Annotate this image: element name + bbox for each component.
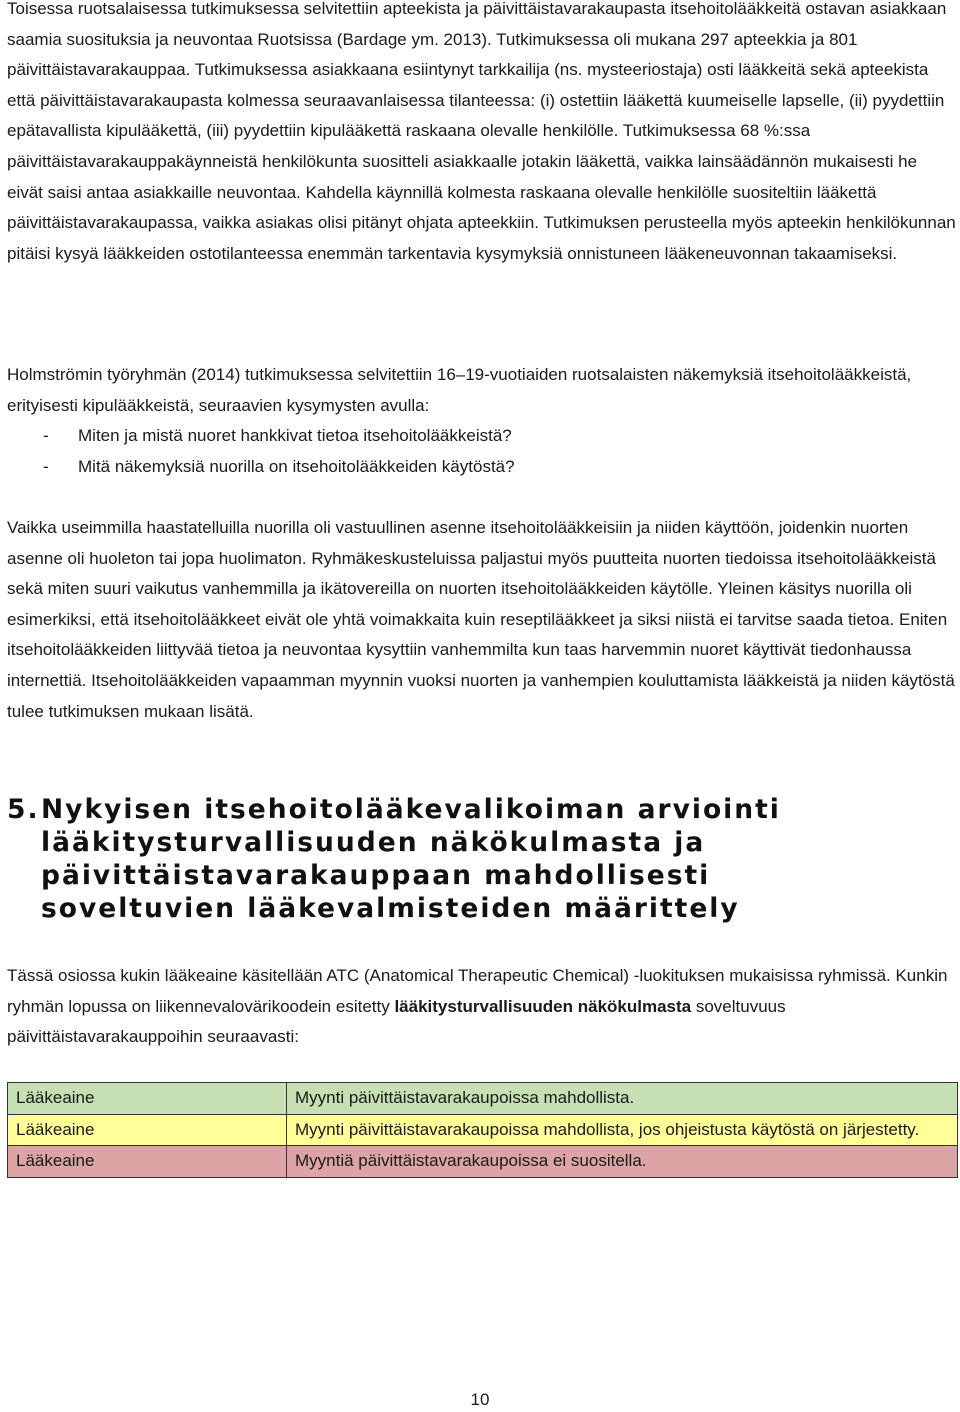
intro-text-start: Tässä osiossa kukin lääkeaine käsitellään ATC (Anatomical Therapeutic Chemical) -luokituksen mukaisissa ryhmissä. Kunkin ryhmän lopussa on liikennevalovärikoodein esitetty	[7, 966, 948, 1016]
table-cell-label: Lääkeaine	[8, 1146, 287, 1178]
page-number: 10	[470, 1390, 490, 1409]
table-row-yellow	[8, 1114, 958, 1146]
list-item	[7, 421, 947, 452]
paragraph-section-intro	[7, 961, 957, 1053]
paragraph-holmstrom-study: Holmströmin työryhmän (2014) tutkimuksessa selvitettiin 16–19-vuotiaiden ruotsalaisten näkemyksiä itsehoitolääkkeistä, erityisesti kipulääkkeistä, seuraavien kysymysten avulla:	[7, 365, 912, 415]
table-cell-description: Myynti päivittäistavarakaupoissa mahdollista, jos ohjeistusta käytöstä on järjestetty.	[287, 1114, 958, 1146]
list-item-text: Miten ja mistä nuoret hankkivat tietoa itsehoitolääkkeistä?	[78, 426, 512, 445]
list-item	[7, 452, 947, 483]
list-item-text: Mitä näkemyksiä nuorilla on itsehoitolääkkeiden käytöstä?	[78, 456, 515, 476]
table-cell-label: Lääkeaine	[8, 1083, 287, 1115]
traffic-light-legend-table	[7, 1082, 958, 1178]
paragraph-findings: Vaikka useimmilla haastatelluilla nuorilla oli vastuullinen asenne itsehoitolääkkeisiin ja niiden käyttöön, joidenkin nuorten asenne oli huoleton tai jopa huolimaton. Ryhmäkeskusteluissa paljastui myös puutteita nuorten tiedoissa itsehoitolääkkeistä sekä miten suuri vaikutus vanhemmilla ja ikätovereilla on nuorten itsehoitolääkkeiden käytölle. Yleinen käsitys nuorilla oli esimerkiksi, että itsehoitolääkkeet eivät ole yhtä voimakkaita kuin reseptilääkkeet ja siksi niistä ei tarvitse saada tietoa. Eniten itsehoitolääkkeiden liittyvää tietoa ja neuvontaa kysyttiin vanhemmilta kun taas harvemmin nuoret käyttivät tiedonhaussa internettiä. Itsehoitolääkkeiden vapaamman myynnin vuoksi nuorten ja vanhempien kouluttamista lääkkeistä ja niiden käytöstä tulee tutkimuksen mukaan lisätä.	[7, 518, 955, 721]
paragraph-bardage-study: Toisessa ruotsalaisessa tutkimuksessa selvitettiin apteekista ja päivittäistavarakaupasta itsehoitolääkkeitä ostavan asiakkaan saamia suosituksia ja neuvontaa Ruotsissa (Bardage ym. 2013). Tutkimuksessa oli mukana 297 apteekkia ja 801 päivittäistavarakauppaa. Tutkimuksessa asiakkaana esiintynyt tarkkailija (ns. mysteeriostaja) osti lääkkeitä sekä apteekista että päivittäistavarakaupasta kolmessa seuraavanlaisessa tilanteessa: (i) ostettiin lääkettä kuumeiselle lapselle, (ii) pyydettiin epätavallista kipulääkettä, (iii) pyydettiin kipulääkettä raskaana olevalle henkilölle. Tutkimuksessa 68 %:ssa päivittäistavarakauppakäynneistä henkilökunta suositteli asiakkaalle jotakin lääkettä, vaikka lainsäädännön mukaisesti he eivät saisi antaa asiakkaille neuvontaa. Kahdella käynnillä kolmesta raskaana olevalle henkilölle suositeltiin lääkettä päivittäistavarakaupassa, vaikka asiakas olisi pitänyt ohjata apteekkiin. Tutkimuksen perusteella myös apteekin henkilökunnan pitäisi kysyä lääkkeiden ostotilanteessa enemmän tarkentavia kysymyksiä onnistuneen lääkeneuvonnan takaamiseksi.	[7, 0, 956, 263]
section-heading	[7, 793, 907, 925]
table-cell-description: Myyntiä päivittäistavarakaupoissa ei suositella.	[287, 1146, 958, 1178]
table-cell-description: Myynti päivittäistavarakaupoissa mahdollista.	[287, 1083, 958, 1115]
intro-text-end: soveltuvuus päivittäistavarakauppoihin seuraavasti:	[7, 996, 786, 1047]
table-row-red	[8, 1146, 958, 1178]
bullet-dash: -	[43, 456, 49, 476]
intro-text-bold: lääkitysturvallisuuden näkökulmasta	[394, 996, 692, 1016]
table-row-green	[8, 1083, 958, 1115]
bullet-dash: -	[43, 426, 49, 445]
section-number: 5.	[7, 794, 40, 825]
section-title: Nykyisen itsehoitolääkevalikoiman arviointi lääkitysturvallisuuden näkökulmasta ja päivittäistavarakauppaan mahdollisesti soveltuvien lääkevalmisteiden määrittely	[41, 794, 781, 924]
question-list	[7, 421, 947, 482]
table-cell-label: Lääkeaine	[8, 1114, 287, 1146]
